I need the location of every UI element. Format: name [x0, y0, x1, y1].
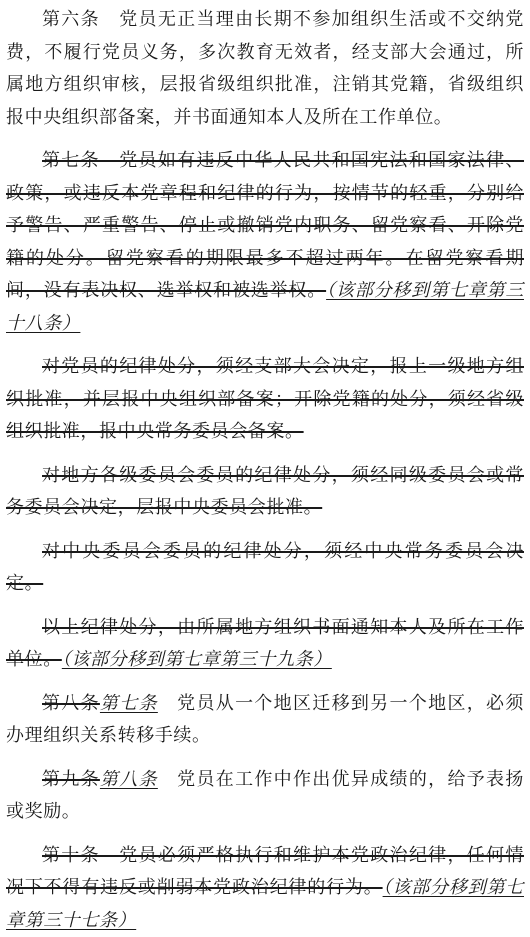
paragraph-art10 — [6, 840, 524, 937]
inserted-text: （该部分移到第七章第三十八条） — [6, 280, 524, 334]
paragraph-discipline-2 — [6, 460, 524, 525]
paragraph-art7-old — [6, 145, 524, 340]
body-text: 党员从一个地区迁移到另一个地区，必须办理组织关系转移手续。 — [6, 693, 524, 747]
inserted-text: 第七条 — [100, 693, 158, 714]
paragraph-art8 — [6, 688, 524, 753]
deleted-text: 第十条 党员必须严格执行和维护本党政治纪律，任何情况下不得有违反或削弱本党政治纪律的行为。 — [6, 845, 524, 899]
document-body — [6, 4, 524, 937]
inserted-text: 第八条 — [100, 769, 158, 790]
deleted-text: 第九条 — [42, 769, 100, 790]
deleted-text: 以上纪律处分，由所属地方组织书面通知本人及所在工作单位。 — [6, 617, 524, 671]
deleted-text: 第八条 — [42, 693, 100, 714]
deleted-text: 第七条 党员如有违反中华人民共和国宪法和国家法律、政策，或违反本党章程和纪律的行为，按情节的轻重，分别给予警告、严重警告、停止或撤销党内职务、留党察看、开除党籍的处分。留党察看的期限最多不超过两年。在留党察看期间，没有表决权、选举权和被选举权。 — [6, 150, 524, 301]
paragraph-discipline-3 — [6, 536, 524, 601]
paragraph-discipline-1 — [6, 351, 524, 449]
deleted-text: 对党员的纪律处分，须经支部大会决定，报上一级地方组织批准，并层报中央组织部备案；开除党籍的处分，须经省级组织批准，报中央常务委员会备案。 — [6, 356, 524, 442]
paragraph-art6 — [6, 4, 524, 134]
inserted-text: （该部分移到第七章第三十七条） — [6, 877, 524, 931]
inserted-text: （该部分移到第七章第三十九条） — [62, 649, 332, 670]
deleted-text: 对中央委员会委员的纪律处分，须经中央常务委员会决定。 — [6, 541, 524, 595]
deleted-text: 对地方各级委员会委员的纪律处分，须经同级委员会或常务委员会决定，层报中央委员会批准。 — [6, 465, 524, 519]
body-text: 党员在工作中作出优异成绩的，给予表扬或奖励。 — [6, 769, 524, 823]
paragraph-discipline-4 — [6, 612, 524, 677]
body-text: 第六条 党员无正当理由长期不参加组织生活或不交纳党费，不履行党员义务，多次教育无效者，经支部大会通过，所属地方组织审核，层报省级组织批准，注销其党籍，省级组织报中央组织部备案，并书面通知本人及所在工作单位。 — [6, 9, 524, 128]
paragraph-art9 — [6, 764, 524, 829]
